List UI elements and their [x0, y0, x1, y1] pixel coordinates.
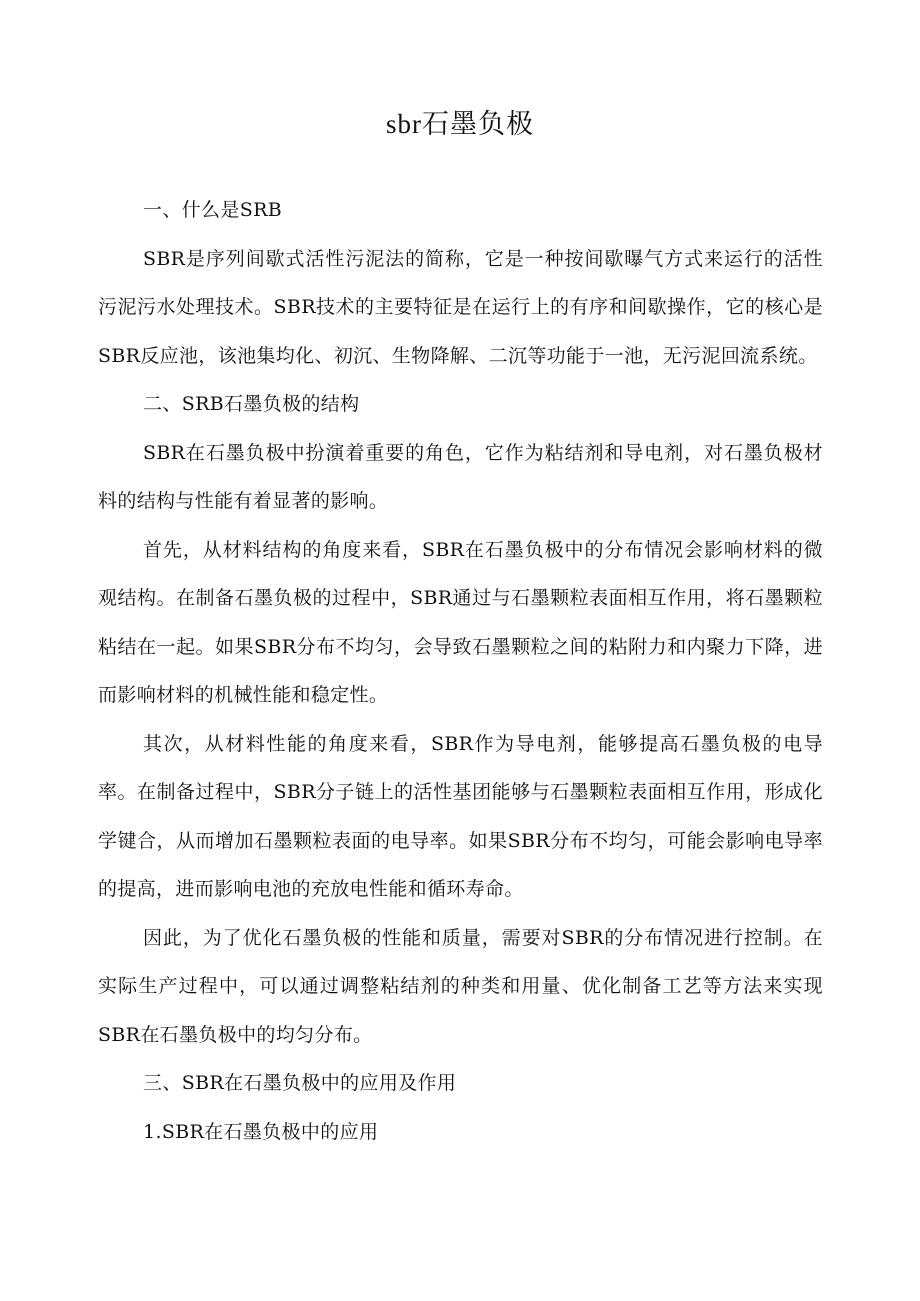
- paragraph-control: 因此，为了优化石墨负极的性能和质量，需要对SBR的分布情况进行控制。在实际生产过程中，可以通过调整粘结剂的种类和用量、优化制备工艺等方法来实现SBR在石墨负极中的均匀分布。: [98, 926, 823, 1046]
- section-heading-1: 一、什么是SRB: [143, 199, 283, 221]
- paragraph-structure: 首先，从材料结构的角度来看，SBR在石墨负极中的分布情况会影响材料的微观结构。在制备石墨负极的过程中，SBR通过与石墨颗粒表面相互作用，将石墨颗粒粘结在一起。如果SBR分布不均匀，会导致石墨颗粒之间的粘附力和内聚力下降，进而影响材料的机械性能和稳定性。: [98, 538, 823, 706]
- paragraph-sbr-definition: SBR是序列间歇式活性污泥法的简称，它是一种按间歇曝气方式来运行的活性污泥污水处理技术。SBR技术的主要特征是在运行上的有序和间歇操作，它的核心是SBR反应池，该池集均化、初沉、生物降解、二沉等功能于一池，无污泥回流系统。: [98, 247, 823, 367]
- section-heading-3: 三、SBR在石墨负极中的应用及作用: [143, 1072, 457, 1094]
- document-title: sbr石墨负极: [386, 109, 534, 139]
- subsection-heading-1: 1.SBR在石墨负极中的应用: [143, 1120, 379, 1143]
- paragraph-performance: 其次，从材料性能的角度来看，SBR作为导电剂，能够提高石墨负极的电导率。在制备过程中，SBR分子链上的活性基团能够与石墨颗粒表面相互作用，形成化学键合，从而增加石墨颗粒表面的电导率。如果SBR分布不均匀，可能会影响电导率的提高，进而影响电池的充放电性能和循环寿命。: [98, 732, 823, 900]
- paragraph-sbr-role: SBR在石墨负极中扮演着重要的角色，它作为粘结剂和导电剂，对石墨负极材料的结构与性能有着显著的影响。: [98, 441, 823, 512]
- document-body: [98, 186, 823, 1156]
- section-heading-2: 二、SRB石墨负极的结构: [143, 393, 360, 415]
